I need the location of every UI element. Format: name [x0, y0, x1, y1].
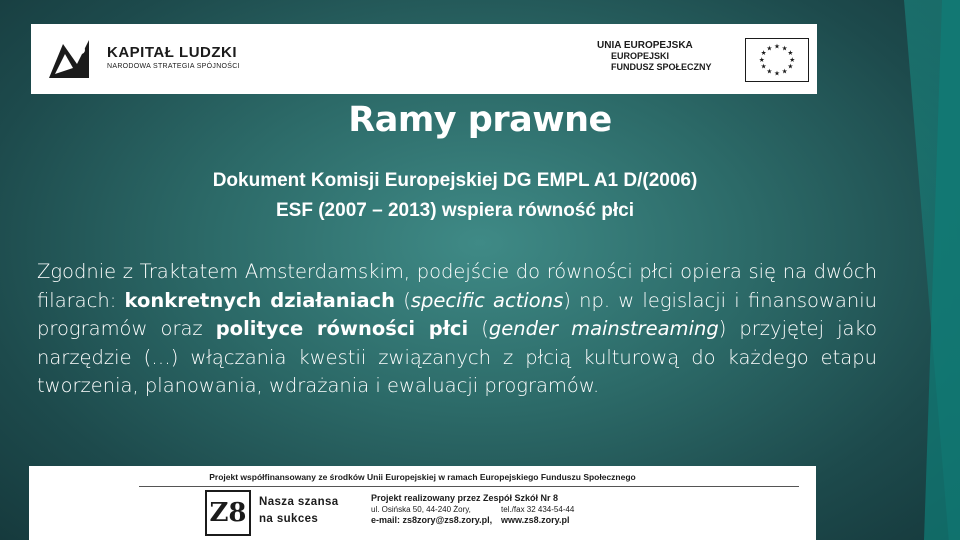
slogan-line1: Nasza szansa	[259, 496, 339, 508]
body-italic-2: gender mainstreaming	[488, 317, 719, 340]
svg-text:★: ★	[760, 62, 767, 71]
svg-text:★: ★	[766, 67, 773, 76]
footer-cofinance-text: Projekt współfinansowany ze środków Unii Europejskiej w ramach Europejskiego Funduszu Społecznego	[209, 472, 636, 482]
body-text-3: ) np. w legislacji i finansowaniu programów oraz	[37, 288, 878, 340]
footer-divider	[139, 486, 799, 487]
body-bold-1: konkretnych działaniach	[124, 288, 395, 312]
eu-line2: EUROPEJSKI	[611, 51, 670, 61]
body-bold-2: polityce równości płci	[215, 317, 469, 340]
svg-text:★: ★	[766, 44, 773, 53]
slide-title: Ramy prawne	[348, 100, 612, 140]
project-address: ul. Osińska 50, 44-240 Żory,	[371, 505, 471, 514]
subtitle-line2: ESF (2007 – 2013) wspiera równość płci	[276, 200, 634, 221]
body-text-1: Zgodnie z Traktatem Amsterdamskim, podejście do równości płci opiera się na dwóch filarach:	[37, 260, 877, 312]
svg-text:★: ★	[781, 67, 788, 76]
footer-project-info	[371, 493, 575, 526]
eu-logo-text	[597, 40, 737, 73]
kapital-ludzki-logo-icon	[43, 34, 95, 84]
body-italic-1: specific actions	[410, 288, 564, 312]
kapital-ludzki-subtitle: NARODOWA STRATEGIA SPÓJNOŚCI	[107, 63, 240, 70]
eu-line3: FUNDUSZ SPOŁECZNY	[611, 62, 712, 72]
body-text-2: (	[394, 288, 411, 312]
svg-text:★: ★	[781, 44, 788, 53]
subtitle-line1: Dokument Komisji Europejskiej DG EMPL A1 D/(2006)	[212, 170, 698, 191]
project-phone: tel./fax 32 434-54-44	[501, 505, 575, 514]
project-line: Projekt realizowany przez Zespół Szkół Nr 8	[371, 493, 559, 503]
svg-text:★: ★	[774, 42, 780, 51]
footer-banner	[29, 466, 816, 540]
project-email[interactable]: e-mail: zs8zory@zs8.zory.pl,	[371, 515, 493, 525]
body-text-5: ) przyjętej jako narzędzie (…) włączania kwestii związanych z płcią kulturową do każdego etapu tworzenia, planowania, wdrażania i ewaluacji programów.	[37, 317, 878, 397]
project-www[interactable]: www.zs8.zory.pl	[501, 515, 570, 525]
eu-line1: UNIA EUROPEJSKA	[597, 40, 693, 51]
svg-text:★: ★	[787, 49, 794, 58]
body-text-4: (	[468, 317, 489, 340]
header-banner	[31, 24, 817, 94]
kapital-ludzki-title: KAPITAŁ LUDZKI	[107, 44, 238, 61]
slogan-line2: na sukces	[259, 513, 319, 525]
svg-text:★: ★	[787, 62, 794, 71]
svg-text:★: ★	[758, 55, 765, 64]
svg-text:★: ★	[789, 55, 796, 64]
svg-text:★: ★	[774, 69, 780, 78]
eu-flag-icon	[745, 38, 809, 82]
z8-logo: Z8	[205, 490, 251, 536]
svg-text:★: ★	[760, 49, 767, 58]
footer-slogan	[259, 494, 339, 528]
body-paragraph	[37, 258, 877, 401]
